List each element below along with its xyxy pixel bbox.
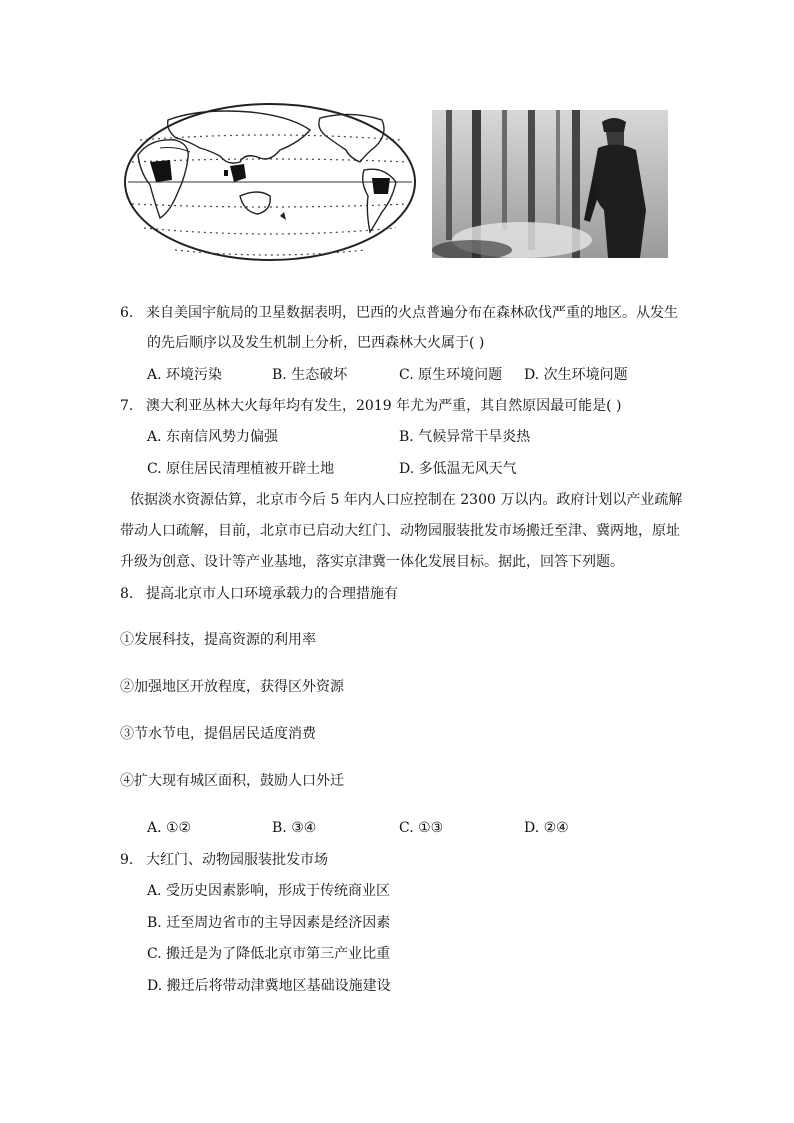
q8-line bbox=[120, 584, 398, 604]
passage-line3: 升级为创意、设计等产业基地，落实京津冀一体化发展目标。据此，回答下列题。 bbox=[120, 554, 624, 570]
passage-line1: 依据淡水资源估算，北京市今后 5 年内人口应控制在 2300 万以内。政府计划以产业疏解 bbox=[130, 492, 683, 508]
q7-text: 澳大利亚丛林大火每年均有发生，2019 年尤为严重，其自然原因最可能是( ) bbox=[146, 398, 622, 414]
q8-option-b: B. ③④ bbox=[272, 820, 317, 836]
q9-option-d: D. 搬迁后将带动津冀地区基础设施建设 bbox=[147, 978, 391, 994]
q8-item-2: ②加强地区开放程度，获得区外资源 bbox=[120, 679, 344, 695]
q8-option-d: D. ②④ bbox=[524, 820, 569, 836]
q8-option-c: C. ①③ bbox=[399, 820, 444, 836]
q6-option-a: A. 环境污染 bbox=[147, 367, 223, 383]
q9-option-a: A. 受历史因素影响，形成于传统商业区 bbox=[147, 883, 391, 899]
q9-option-c: C. 搬迁是为了降低北京市第三产业比重 bbox=[147, 946, 391, 962]
passage-line2: 带动人口疏解，目前，北京市已启动大红门、动物园服装批发市场搬迁至津、冀两地，原址 bbox=[120, 523, 680, 539]
q7-line bbox=[120, 396, 621, 416]
q9-number: 9. bbox=[120, 852, 134, 868]
q9-text: 大红门、动物园服装批发市场 bbox=[146, 852, 328, 868]
q6-line1 bbox=[120, 303, 678, 323]
q7-option-c: C. 原住居民清理植被开辟土地 bbox=[147, 461, 335, 477]
q6-option-c: C. 原生环境问题 bbox=[399, 367, 503, 383]
q7-option-d: D. 多低温无风天气 bbox=[399, 461, 517, 477]
q8-number: 8. bbox=[120, 586, 134, 602]
q6-text-line1: 来自美国宇航局的卫星数据表明，巴西的火点普遍分布在森林砍伐严重的地区。从发生 bbox=[146, 305, 678, 321]
q8-option-a: A. ①② bbox=[147, 820, 192, 836]
q6-option-d: D. 次生环境问题 bbox=[524, 367, 628, 383]
q8-text: 提高北京市人口环境承载力的合理措施有 bbox=[146, 586, 398, 602]
q9-option-b: B. 迁至周边省市的主导因素是经济因素 bbox=[147, 915, 391, 931]
q7-option-b: B. 气候异常干旱炎热 bbox=[399, 429, 531, 445]
q7-option-a: A. 东南信风势力偏强 bbox=[147, 429, 279, 445]
q8-item-1: ①发展科技，提高资源的利用率 bbox=[120, 632, 316, 648]
q8-item-3: ③节水节电，提倡居民适度消费 bbox=[120, 726, 316, 742]
world-map-figure bbox=[120, 100, 420, 265]
q6-number: 6. bbox=[120, 305, 134, 321]
forest-fire-photo bbox=[432, 110, 668, 258]
q6-text-line2: 的先后顺序以及发生机制上分析，巴西森林大火属于( ) bbox=[147, 335, 485, 351]
q9-line bbox=[120, 850, 328, 870]
q8-item-4: ④扩大现有城区面积，鼓励人口外迁 bbox=[120, 773, 344, 789]
q6-option-b: B. 生态破坏 bbox=[272, 367, 348, 383]
q7-number: 7. bbox=[120, 398, 134, 414]
